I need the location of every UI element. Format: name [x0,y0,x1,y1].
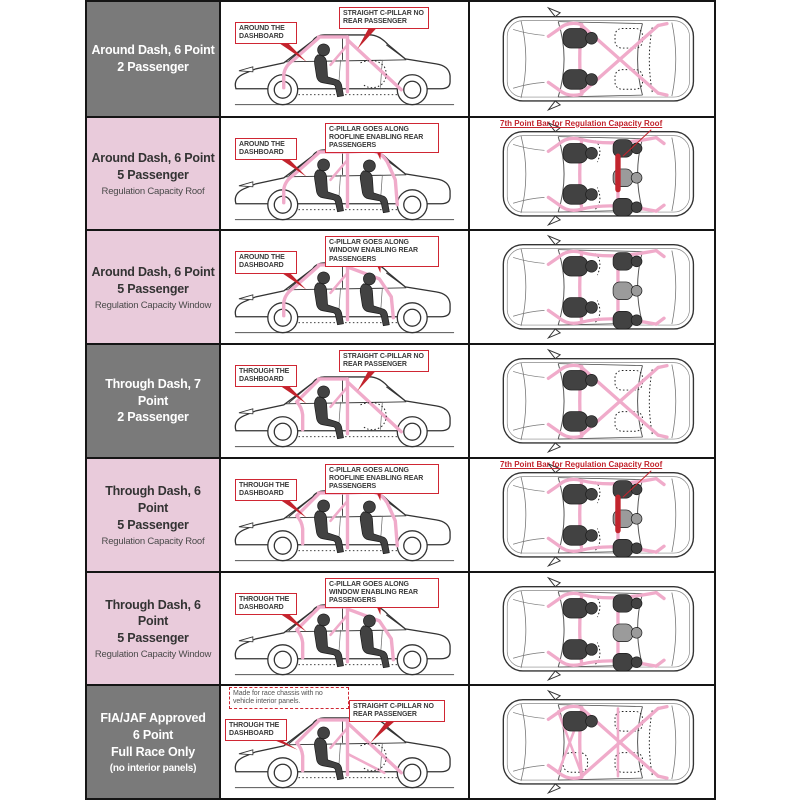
config-row-5 [87,457,714,571]
config-subtitle: Regulation Capacity Window [94,299,212,311]
top-view-car-diagram [470,686,714,798]
config-subtitle: Regulation Capacity Window [94,649,212,661]
config-subtitle: (no interior panels) [109,762,197,774]
config-title-line: 6 Point [132,728,174,743]
config-row-4 [87,343,714,457]
config-title-line: Through Dash, 6 Point [105,483,201,515]
top-view-car-diagram [470,2,714,116]
config-title-line: Through Dash, 6 Point [105,597,201,629]
side-view-panel [219,231,468,343]
side-view-panel [219,118,468,230]
side-view-panel [219,345,468,457]
config-subtitle: Regulation Capacity Roof [101,185,205,197]
c-pillar-annotation: C-PILLAR GOES ALONG ROOFLINE ENABLING REAR PASSENGERS [325,464,439,494]
config-label [87,459,219,571]
dashboard-annotation: THROUGH THE DASHBOARD [235,593,297,615]
config-title-line: Full Race Only [110,745,196,760]
config-row-6 [87,571,714,685]
top-view-panel [468,2,714,116]
top-view-panel [468,231,714,343]
top-view-car-diagram [470,573,714,685]
side-view-panel [219,686,468,798]
config-label [87,573,219,685]
side-view-panel [219,573,468,685]
config-label [87,231,219,343]
config-row-2 [87,116,714,230]
config-subtitle: Regulation Capacity Roof [101,535,205,547]
config-title-line: FIA/JAF Approved [100,711,206,726]
config-title-line: 5 Passenger [117,631,189,646]
dashboard-annotation: AROUND THE DASHBOARD [235,251,297,273]
car-top-outline [503,464,693,566]
dashboard-annotation: AROUND THE DASHBOARD [235,22,297,44]
config-title-line: 2 Passenger [117,59,189,74]
dashboard-annotation: THROUGH THE DASHBOARD [225,719,287,741]
top-view-panel [468,345,714,457]
config-title-line: 5 Passenger [117,517,189,532]
config-label [87,345,219,457]
car-top-outline [503,577,693,679]
roll-cage-configuration-chart [85,0,716,800]
config-label [87,118,219,230]
dashboard-annotation: AROUND THE DASHBOARD [235,138,297,160]
config-label [87,2,219,116]
dashboard-annotation: THROUGH THE DASHBOARD [235,365,297,387]
seventh-point-bar-note: 7th Point Bar for Regulation Capacity Roof [500,459,663,469]
config-title-line: 5 Passenger [117,168,189,183]
c-pillar-annotation: STRAIGHT C-PILLAR NO REAR PASSENGER [339,350,429,372]
rear-passengers-top [613,594,642,670]
top-view-panel [468,573,714,685]
config-label [87,686,219,798]
top-view-car-diagram [470,345,714,457]
config-row-7 [87,684,714,798]
seventh-point-bar-note: 7th Point Bar for Regulation Capacity Roof [500,118,663,128]
dashboard-annotation: THROUGH THE DASHBOARD [235,479,297,501]
config-title-line: Through Dash, 7 Point [105,376,201,408]
config-title-line: 5 Passenger [117,281,189,296]
top-view-car-diagram [470,231,714,343]
car-top-outline [503,123,693,225]
c-pillar-annotation: C-PILLAR GOES ALONG ROOFLINE ENABLING REAR PASSENGERS [325,123,439,153]
config-row-3 [87,229,714,343]
top-view-car-diagram [470,118,714,230]
top-view-car-diagram [470,459,714,571]
config-row-1 [87,2,714,116]
side-view-panel [219,2,468,116]
config-title-line: Around Dash, 6 Point [91,264,215,279]
race-chassis-note: Made for race chassis with no vehicle interior panels. [229,687,349,709]
top-view-panel [468,118,714,230]
config-title-line: Around Dash, 6 Point [91,42,215,57]
c-pillar-annotation: C-PILLAR GOES ALONG WINDOW ENABLING REAR PASSENGERS [325,236,439,266]
config-title-line: Around Dash, 6 Point [91,151,215,166]
c-pillar-annotation: STRAIGHT C-PILLAR NO REAR PASSENGER [349,700,445,722]
rear-passengers-top [613,253,642,329]
car-top-outline [503,236,693,338]
top-view-panel [468,459,714,571]
config-title-line: 2 Passenger [117,410,189,425]
top-view-panel [468,686,714,798]
c-pillar-annotation: STRAIGHT C-PILLAR NO REAR PASSENGER [339,7,429,29]
c-pillar-annotation: C-PILLAR GOES ALONG WINDOW ENABLING REAR PASSENGERS [325,578,439,608]
side-view-panel [219,459,468,571]
